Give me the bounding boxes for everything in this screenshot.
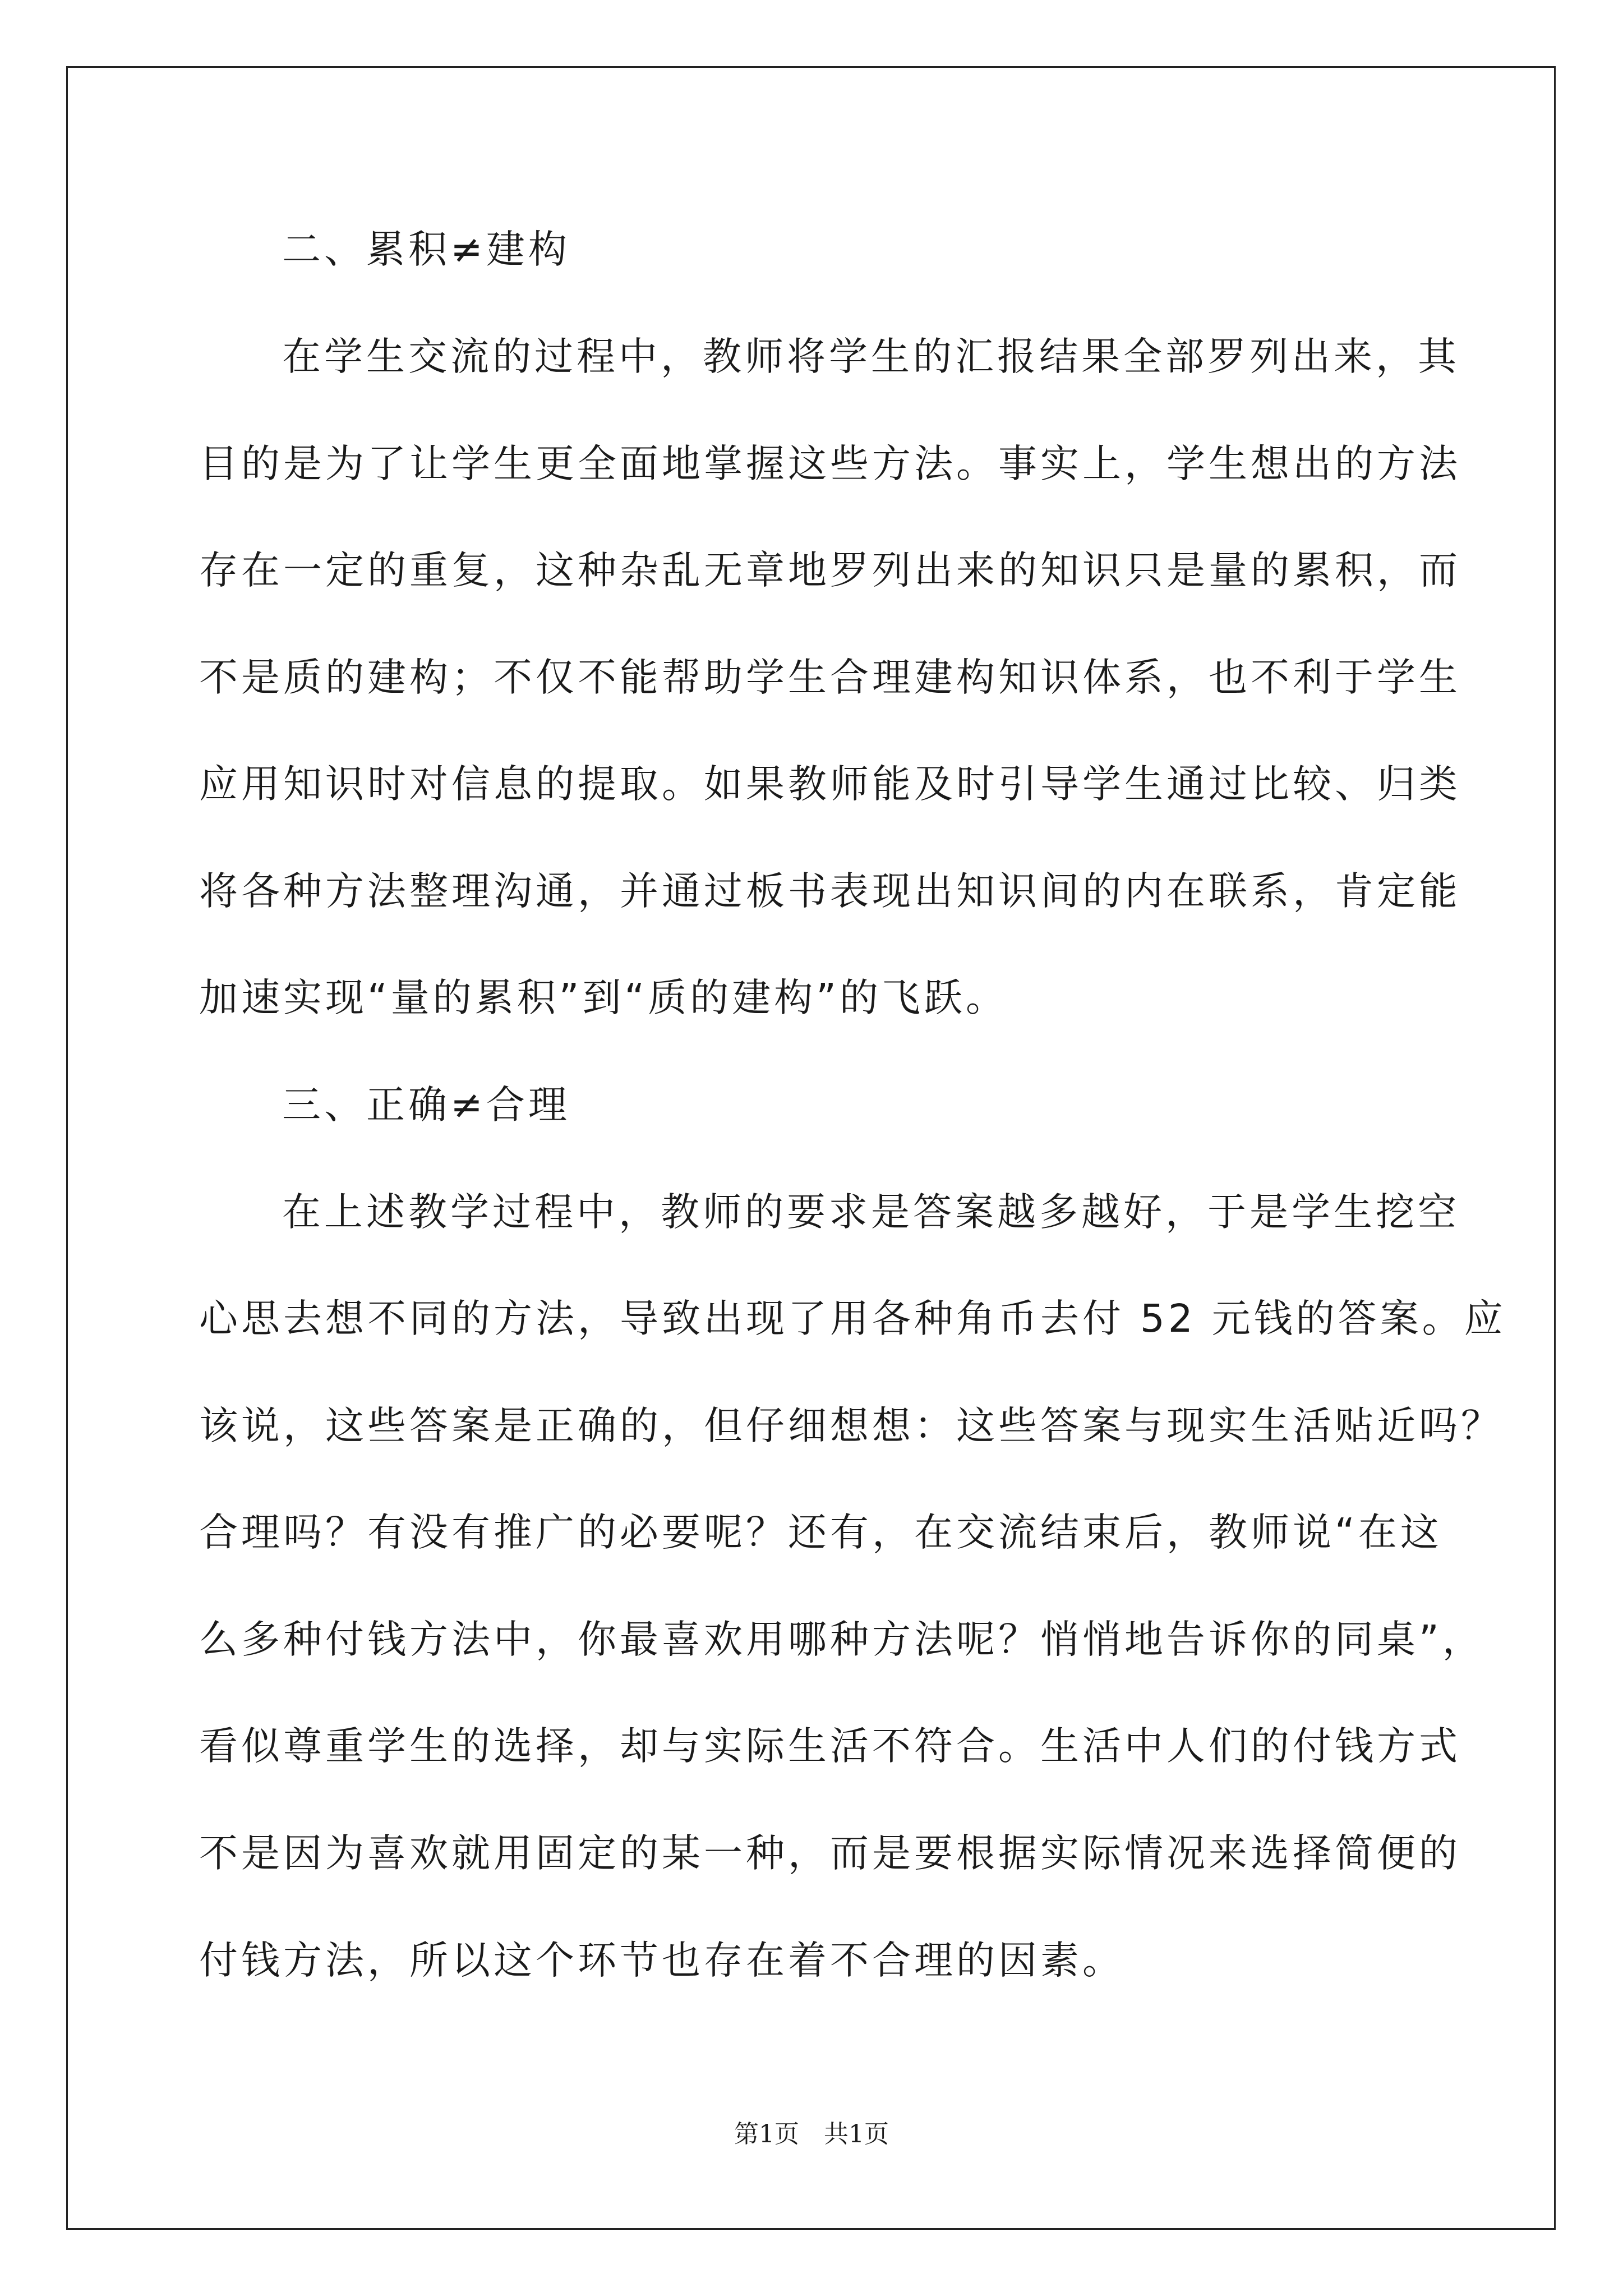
paragraph-line: 看似尊重学生的选择，却与实际生活不符合。生活中人们的付钱方式 — [199, 1724, 1461, 1769]
paragraph-line: 心思去想不同的方法，导致出现了用各种角币去付 52 元钱的答案。应 — [199, 1296, 1506, 1341]
paragraph-line: 么多种付钱方法中，你最喜欢用哪种方法呢？悄悄地告诉你的同桌”， — [199, 1617, 1484, 1662]
paragraph-line: 目的是为了让学生更全面地掌握这些方法。事实上，学生想出的方法 — [199, 441, 1461, 486]
paragraph-line: 合理吗？有没有推广的必要呢？还有，在交流结束后，教师说“在这 — [199, 1510, 1442, 1555]
paragraph-line: 不是质的建构；不仅不能帮助学生合理建构知识体系，也不利于学生 — [199, 655, 1461, 700]
paragraph-line: 将各种方法整理沟通，并通过板书表现出知识间的内在联系，肯定能 — [199, 869, 1461, 914]
paragraph-line: 在学生交流的过程中，教师将学生的汇报结果全部罗列出来，其 — [282, 334, 1460, 379]
paragraph-line: 加速实现“量的累积”到“质的建构”的飞跃。 — [199, 976, 1008, 1020]
section-heading-3: 三、正确≠合理 — [282, 1083, 570, 1128]
paragraph-line: 应用知识时对信息的提取。如果教师能及时引导学生通过比较、归类 — [199, 762, 1461, 807]
page-footer: 第1页 共1页 — [734, 2120, 889, 2148]
paragraph-line: 存在一定的重复，这种杂乱无章地罗列出来的知识只是量的累积，而 — [199, 548, 1461, 593]
section-heading-2: 二、累积≠建构 — [282, 227, 570, 272]
paragraph-line: 该说，这些答案是正确的，但仔细想想：这些答案与现实生活贴近吗？ — [199, 1404, 1503, 1448]
paragraph-line: 在上述教学过程中，教师的要求是答案越多越好，于是学生挖空 — [282, 1190, 1460, 1235]
paragraph-line: 付钱方法，所以这个环节也存在着不合理的因素。 — [199, 1938, 1124, 1983]
paragraph-line: 不是因为喜欢就用固定的某一种，而是要根据实际情况来选择简便的 — [199, 1831, 1461, 1876]
page-border — [66, 66, 1556, 2230]
